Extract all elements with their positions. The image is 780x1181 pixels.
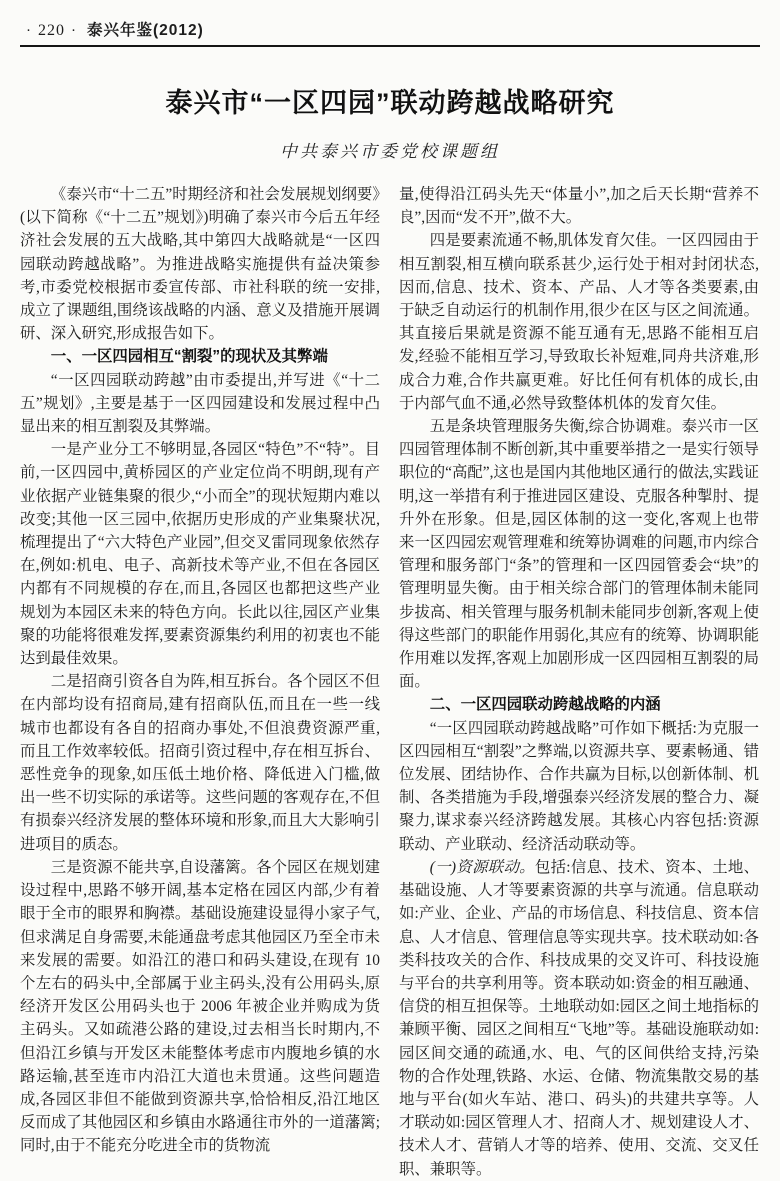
header-bullet-icon: ·: [71, 23, 77, 39]
paragraph-point5-management: 五是条块管理服务失衡,综合协调难。泰兴市一区四园管理体制不断创新,其中重要举措之一是实行领导职位的“高配”,这也是国内其他地区通行的做法,实践证明,这一举措有利于推进园区建设、克服各种掣肘、提升外在形象。但是,园区体制的这一变化,客观上也带来一区四园宏观管理难和统筹协调难的问题,市内综合管理和服务部门“条”的管理和一区四园管委会“块”的管理明显失衡。由于相关综合部门的管理体制未能同步拔高、相关管理与服务机制未能同步创新,客观上使得这些部门的职能作用弱化,其应有的统筹、协调职能作用难以发挥,客观上加剧形成一区四园相互割裂的局面。: [399, 418, 759, 691]
article-title: 泰兴市“一区四园”联动跨越战略研究: [165, 88, 615, 118]
paragraph-resource-linkage: [399, 856, 759, 1181]
header-bullet-icon: ·: [26, 23, 32, 39]
book-title: 泰兴年鉴(2012): [87, 22, 204, 39]
header-divider: [20, 45, 760, 47]
paragraph-point1-industry: 一是产业分工不够明显,各园区“特色”不“特”。目前,一区四园中,黄桥园区的产业定位尚不明朗,现有产业依据产业链集聚的很少,“小而全”的现状短期内难以改变;其他一区三园中,依据历史形成的产业集聚状况,梳理提出了“六大特色产业园”,但交叉雷同现象依然存在,例如:机电、电子、高新技术等产业,不但在各园区内都有不同规模的存在,而且,各园区也都把这些产业规划为本园区未来的特色方向。长此以往,园区产业集聚的功能将很难发挥,要素资源集约利用的初衷也不能达到最佳效果。: [20, 441, 380, 668]
resource-linkage-text: 包括:信息、技术、资本、土地、基础设施、人才等要素资源的共享与流通。信息联动如:产业、企业、产品的市场信息、科技信息、资本信息、人才信息、管理信息等实现共享。技术联动如:各类科技攻关的合作、科技成果的交叉许可、科技设施与平台的共享利用等。资本联动如:资金的相互融通、信贷的相互担保等。土地联动如:园区之间土地指标的兼顾平衡、园区之间相互“飞地”等。基础设施联动如:园区间交通的疏通,水、电、气的区间供给支持,污染物的合作处理,铁路、水运、仓储、物流集散交易的基地与平台(如火车站、港口、码头)的共建共享等。人才联动如:园区管理人才、招商人才、规划建设人才、技术人才、营销人才等的培养、使用、交流、交叉任职、兼职等。: [399, 858, 759, 1178]
left-column: [20, 183, 380, 1181]
section-2-heading: 二、一区四园联动跨越战略的内涵: [429, 696, 661, 714]
paragraph-point3-resources-part2: 量,使得沿江码头先天“体量小”,加之后天长期“营养不良”,因而“发不开”,做不大。: [399, 186, 759, 227]
paragraph-basis: “一区四园联动跨越”由市委提出,并写进《“十二五”规划》,主要是基于一区四园建设和发展过程中凸显出来的相互割裂及其弊端。: [20, 371, 380, 436]
paragraph-point3-resources-part1: 三是资源不能共享,自设藩篱。各个园区在规划建设过程中,思路不够开阔,基本定格在园区内部,少有着眼于全市的眼界和胸襟。基础设施建设显得小家子气,但求满足自身需要,未能通盘考虑其他园区乃至全市未来发展的需要。如沿江的港口和码头建设,在现有 10 个左右的码头中,全部属于业主码头,没有公用码头,原经济开发区公用码头也于 2006 年被企业并购成为货主码头。又如疏港公路的建设,过去相当长时期内,不但沿江乡镇与开发区未能整体考虑市内腹地乡镇的水路运输,甚至连市内沿江大道也未贯通。这些问题造成,各园区非但不能做到资源共享,恰恰相反,沿江地区反而成了其他园区和乡镇由水路通往市外的一道藩篱;同时,由于不能充分吃进全市的货物流: [20, 858, 380, 1155]
paragraph-strategy-summary: “一区四园联动跨越战略”可作如下概括:为克服一区四园相互“割裂”之弊端,以资源共享、要素畅通、错位发展、团结协作、合作共赢为目标,以创新体制、机制、各类措施为手段,增强泰兴经济发展的整合力、凝聚力,谋求泰兴经济跨越发展。其核心内容包括:资源联动、产业联动、经济活动联动等。: [399, 719, 759, 853]
article-author: 中共泰兴市委党校课题组: [280, 142, 500, 161]
right-column: [399, 183, 759, 1181]
article-body: [20, 183, 760, 1181]
page-header: [20, 18, 760, 40]
page-number: 220: [38, 22, 65, 39]
section-1-heading: 一、一区四园相互“割裂”的现状及其弊端: [50, 348, 328, 366]
paragraph-point4-circulation: 四是要素流通不畅,肌体发育欠佳。一区四园由于相互割裂,相互横向联系甚少,运行处于相对封闭状态,因而,信息、技术、资本、产品、人才等各类要素,由于缺乏自动运行的机制作用,很少在区与区之间流通。其直接后果就是资源不能互通有无,思路不能相互启发,经验不能相互学习,导致取长补短难,同舟共济难,形成合力难,合作共赢更难。好比任何有机体的成长,由于内部气血不通,必然导致整体机体的发育欠佳。: [399, 232, 759, 412]
paragraph-point2-investment: 二是招商引资各自为阵,相互拆台。各个园区不但在内部均设有招商局,建有招商队伍,而且在一些一线城市也都设有各自的招商办事处,不但浪费资源严重,而且工作效率较低。招商引资过程中,存在相互拆台、恶性竞争的现象,如压低土地价格、降低进入门槛,做出一些不切实际的承诺等。这些问题的客观存在,不但有损泰兴经济发展的整体环境和形象,而且大大影响引进项目的质态。: [20, 673, 380, 853]
paragraph-intro: 《泰兴市“十二五”时期经济和社会发展规划纲要》(以下简称《“十二五”规划》)明确了泰兴市今后五年经济社会发展的五大战略,其中第四大战略就是“一区四园联动跨越战略”。为推进战略实施提供有益决策参考,市委党校根据市委宣传部、市社科联的统一安排,成立了课题组,围绕该战略的内涵、意义及措施开展调研、深入研究,形成报告如下。: [20, 186, 380, 343]
resource-linkage-lead: (一)资源联动。: [429, 858, 535, 876]
